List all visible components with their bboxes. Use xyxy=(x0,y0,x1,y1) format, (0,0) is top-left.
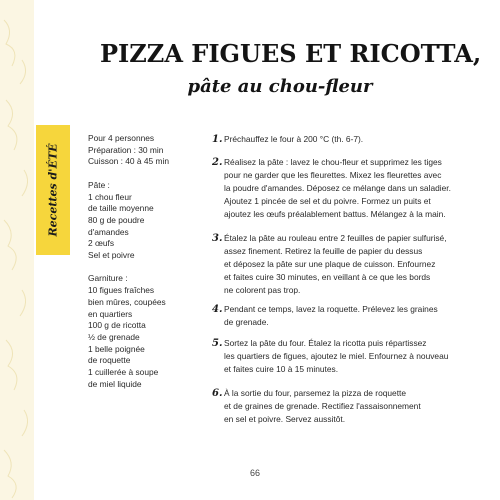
step-text-line: Réalisez la pâte : lavez le chou-fleur et supprimez les tiges xyxy=(224,157,442,167)
step-text-line: Pendant ce temps, lavez la roquette. Prélevez les graines xyxy=(224,304,438,314)
ingredient-line: 100 g de ricotta xyxy=(88,320,146,331)
ingredient-line: 1 chou fleur xyxy=(88,191,132,202)
ingredient-line: de taille moyenne xyxy=(88,203,154,214)
step-number: 2. xyxy=(212,157,223,168)
ingredient-line: bien mûres, coupées xyxy=(88,296,166,307)
step-text-line: et faites cuire 30 minutes, en veillant à ce que les bords xyxy=(224,272,431,282)
step-text-line: les quartiers de figues, ajoutez le miel. Enfournez à nouveau xyxy=(224,351,449,361)
ingredient-line: Garniture : xyxy=(88,273,128,284)
ingredient-line: 1 belle poignée xyxy=(88,343,145,354)
ingredient-line: Cuisson : 40 à 45 min xyxy=(88,156,170,167)
ingredient-line: ½ de grenade xyxy=(88,331,140,342)
step-text-line: la poudre d'amandes. Déposez ce mélange dans un saladier. xyxy=(224,183,451,193)
ingredients-spacer xyxy=(88,262,194,274)
step-text-line: Sortez la pâte du four. Étalez la ricotta puis répartissez xyxy=(224,338,427,348)
step-text-line: assez finement. Retirez la feuille de papier du dessus xyxy=(224,246,423,256)
step-text xyxy=(224,337,474,376)
ingredient-line: d'amandes xyxy=(88,226,129,237)
step-number: 5. xyxy=(212,338,223,349)
step-text-line: ajoutez les œufs préalablement battus. Mélangez à la main. xyxy=(224,209,446,219)
ingredient-line: 80 g de poudre xyxy=(88,214,145,225)
step-text xyxy=(224,303,474,329)
step-text xyxy=(224,156,474,221)
step-number: 4. xyxy=(212,304,223,315)
step-number: 1. xyxy=(212,134,223,145)
page-number: 66 xyxy=(249,468,261,478)
step-text-line: de grenade. xyxy=(224,317,269,327)
step-text xyxy=(224,133,474,146)
step-text-line: pour ne garder que les fleurettes. Mixez les fleurettes avec xyxy=(224,170,442,180)
ingredient-line: en quartiers xyxy=(88,308,133,319)
ingredient-line: 10 figues fraîches xyxy=(88,285,155,296)
step-text-line: À la sortie du four, parsemez la pizza de roquette xyxy=(224,388,407,398)
ingredients-list xyxy=(88,133,194,390)
ingredients-spacer xyxy=(88,168,194,180)
leaf-pattern-icon xyxy=(0,0,34,500)
step-text-line: Ajoutez 1 pincée de sel et du poivre. Formez un puits et xyxy=(224,196,431,206)
ingredient-line: Préparation : 30 min xyxy=(88,144,164,155)
recipe-subtitle: pâte au chou-fleur xyxy=(187,76,373,97)
ingredient-line: de miel liquide xyxy=(88,378,142,389)
step-text xyxy=(224,232,474,297)
step-text-line: et faites cuire 10 à 15 minutes. xyxy=(224,364,339,374)
step-text-line: Étalez la pâte au rouleau entre 2 feuilles de papier sulfurisé, xyxy=(224,233,447,243)
step-text xyxy=(224,387,474,426)
section-tab-label: Recettes d'ÉTÉ xyxy=(46,143,60,237)
ingredient-line: Pour 4 personnes xyxy=(88,133,155,143)
step-number: 6. xyxy=(212,388,223,399)
recipe-title: PIZZA FIGUES ET RICOTTA, xyxy=(100,39,482,68)
step-text-line: et de graines de grenade. Rectifiez l'assaisonnement xyxy=(224,401,421,411)
step-text-line: et déposez la pâte sur une plaque de cuisson. Enfournez xyxy=(224,259,436,269)
ingredient-line: Pâte : xyxy=(88,179,110,190)
step-text-line: ne colorent pas trop. xyxy=(224,285,301,295)
ingredient-line: 2 œufs xyxy=(88,238,115,249)
step-text-line: Préchauffez le four à 200 °C (th. 6-7). xyxy=(224,134,364,144)
ingredient-line: de roquette xyxy=(88,355,131,366)
step-text-line: en sel et poivre. Servez aussitôt. xyxy=(224,414,346,424)
decorative-margin xyxy=(0,0,34,500)
step-number: 3. xyxy=(212,233,223,244)
ingredient-line: 1 cuillerée à soupe xyxy=(88,367,159,378)
ingredient-line: Sel et poivre xyxy=(88,250,135,261)
